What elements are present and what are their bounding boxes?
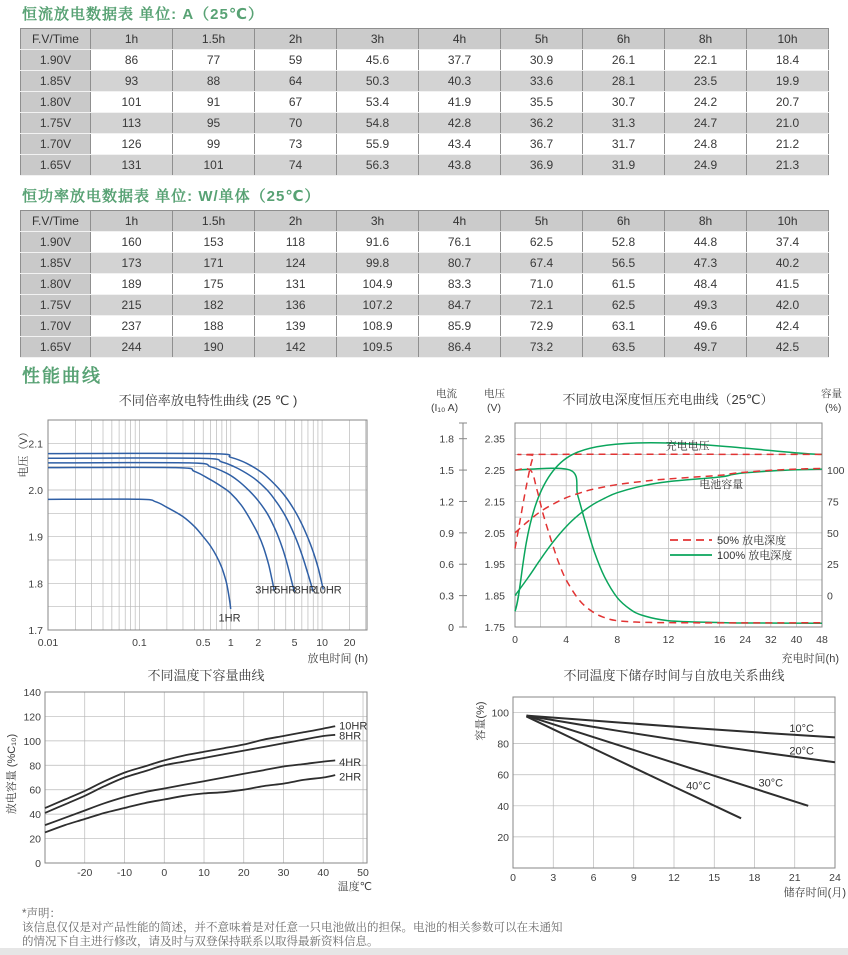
svg-text:-20: -20 xyxy=(77,867,93,879)
table-cell: 24.7 xyxy=(665,113,747,134)
table-cell: 91.6 xyxy=(337,232,419,253)
svg-text:40: 40 xyxy=(317,867,330,879)
table-cell: 108.9 xyxy=(337,316,419,337)
curve-label: 充电电压 xyxy=(665,440,710,453)
curve-label: 8HR xyxy=(339,730,362,743)
svg-text:1.75: 1.75 xyxy=(484,622,505,634)
svg-text:60: 60 xyxy=(29,784,41,797)
table-cell: 104.9 xyxy=(337,274,419,295)
table-cell: 244 xyxy=(91,337,173,358)
table-cell: 72.9 xyxy=(501,316,583,337)
table-cell: 142 xyxy=(255,337,337,358)
table-cell: 44.8 xyxy=(665,232,747,253)
table-cell: 26.1 xyxy=(583,50,665,71)
svg-text:24: 24 xyxy=(829,872,841,884)
svg-text:2.25: 2.25 xyxy=(484,465,505,478)
table-cell: 190 xyxy=(173,337,255,358)
chart-title: 不同倍率放电特性曲线 (25 ℃ ) xyxy=(118,393,298,408)
table-row-header-cell: 1.70V xyxy=(21,316,91,337)
table-row xyxy=(21,316,829,337)
table-cell: 45.6 xyxy=(337,50,419,71)
table-cell: 22.1 xyxy=(665,50,747,71)
svg-text:40: 40 xyxy=(29,809,41,822)
table-header-cell: 8h xyxy=(665,29,747,50)
svg-text:60: 60 xyxy=(497,769,509,782)
table-header-cell: F.V/Time xyxy=(21,211,91,232)
table-header-cell: 10h xyxy=(747,211,829,232)
table-cell: 43.4 xyxy=(419,134,501,155)
curve-label: 30°C xyxy=(758,777,784,790)
svg-text:2.05: 2.05 xyxy=(484,527,505,540)
table-row xyxy=(21,92,829,113)
y-axis-label: 容量(%) xyxy=(475,701,487,741)
table-cell: 91 xyxy=(173,92,255,113)
table-cell: 49.7 xyxy=(665,337,747,358)
table-header-cell: 1h xyxy=(91,211,173,232)
svg-text:0: 0 xyxy=(448,622,454,634)
table-cell: 36.2 xyxy=(501,113,583,134)
table-cell: 42.5 xyxy=(747,337,829,358)
table-cell: 31.7 xyxy=(583,134,665,155)
table-cell: 42.0 xyxy=(747,295,829,316)
table-cell: 67.4 xyxy=(501,253,583,274)
x-axis-label: 温度℃ xyxy=(337,881,372,893)
table-cell: 101 xyxy=(173,155,255,176)
table-cell: 237 xyxy=(91,316,173,337)
chart-title: 不同温度下容量曲线 xyxy=(147,668,265,683)
table-cell: 28.1 xyxy=(583,71,665,92)
table-cell: 73.2 xyxy=(501,337,583,358)
table-header-cell: 4h xyxy=(419,211,501,232)
table-row xyxy=(21,113,829,134)
x-axis-label: 储存时间(月) xyxy=(783,887,846,899)
svg-text:40: 40 xyxy=(497,800,509,813)
svg-text:电流: 电流 xyxy=(436,388,457,400)
table-row-header-cell: 1.65V xyxy=(21,155,91,176)
table-cell: 18.4 xyxy=(747,50,829,71)
table-row xyxy=(21,274,829,295)
svg-text:(I₁₀ A): (I₁₀ A) xyxy=(431,402,459,414)
svg-text:80: 80 xyxy=(497,738,509,751)
curve-label: 3HR xyxy=(255,584,278,597)
svg-text:2.15: 2.15 xyxy=(484,496,505,509)
table-cell: 36.7 xyxy=(501,134,583,155)
legend-label: 100% 放电深度 xyxy=(717,550,793,562)
table-header-cell: 1.5h xyxy=(173,29,255,50)
table-header-cell: 4h xyxy=(419,29,501,50)
svg-text:100: 100 xyxy=(491,707,509,720)
table-header-cell: 5h xyxy=(501,211,583,232)
table-row xyxy=(21,337,829,358)
svg-text:20: 20 xyxy=(343,637,356,649)
table-cell: 47.3 xyxy=(665,253,747,274)
table-cell: 76.1 xyxy=(419,232,501,253)
svg-text:2.35: 2.35 xyxy=(484,433,505,446)
svg-text:20: 20 xyxy=(497,831,509,844)
svg-text:2.1: 2.1 xyxy=(28,438,43,451)
svg-text:9: 9 xyxy=(630,872,637,884)
curve-label: 10°C xyxy=(789,723,814,736)
svg-text:8: 8 xyxy=(614,634,621,646)
table-header-cell: 6h xyxy=(583,211,665,232)
table-row-header-cell: 1.90V xyxy=(21,50,91,71)
table-cell: 62.5 xyxy=(583,295,665,316)
table-row xyxy=(21,50,829,71)
table-cell: 40.2 xyxy=(747,253,829,274)
table-cell: 86.4 xyxy=(419,337,501,358)
svg-text:75: 75 xyxy=(827,496,839,509)
cv-charge-chart xyxy=(430,385,848,677)
table-cell: 80.7 xyxy=(419,253,501,274)
svg-text:0: 0 xyxy=(510,872,516,884)
svg-text:1.5: 1.5 xyxy=(439,465,454,478)
table-cell: 33.6 xyxy=(501,71,583,92)
svg-text:0.9: 0.9 xyxy=(439,527,454,540)
svg-text:15: 15 xyxy=(708,872,721,884)
svg-text:12: 12 xyxy=(668,872,680,884)
curve-label: 40°C xyxy=(686,780,711,793)
chart-title: 不同温度下储存时间与自放电关系曲线 xyxy=(563,668,785,683)
chart-title: 不同放电深度恒压充电曲线（25℃） xyxy=(562,392,774,407)
table-header-cell: F.V/Time xyxy=(21,29,91,50)
table-cell: 24.8 xyxy=(665,134,747,155)
curve-label: 2HR xyxy=(339,771,362,784)
svg-text:1.95: 1.95 xyxy=(484,559,505,572)
table-cell: 71.0 xyxy=(501,274,583,295)
svg-text:1.9: 1.9 xyxy=(28,531,43,544)
footer-line1: 该信息仅仅是对产品性能的简述，并不意味着是对任意一只电池做出的担保。电池的相关参数可以在未通知 xyxy=(22,922,563,934)
svg-text:48: 48 xyxy=(816,634,828,646)
table-cell: 31.3 xyxy=(583,113,665,134)
svg-text:30: 30 xyxy=(277,867,290,879)
table-header-cell: 1.5h xyxy=(173,211,255,232)
table-cell: 42.8 xyxy=(419,113,501,134)
table-row-header-cell: 1.70V xyxy=(21,134,91,155)
constant-power-table xyxy=(20,210,829,358)
table-cell: 21.0 xyxy=(747,113,829,134)
series-8HR xyxy=(45,735,335,813)
series-10HR xyxy=(48,453,323,589)
table-cell: 136 xyxy=(255,295,337,316)
table-cell: 131 xyxy=(91,155,173,176)
svg-text:24: 24 xyxy=(739,634,752,646)
table-cell: 131 xyxy=(255,274,337,295)
table-cell: 88 xyxy=(173,71,255,92)
table-cell: 53.4 xyxy=(337,92,419,113)
table-cell: 21.2 xyxy=(747,134,829,155)
svg-text:容量: 容量 xyxy=(821,388,842,400)
y-axis-label: 电压（V） xyxy=(18,426,30,478)
table-row xyxy=(21,253,829,274)
table-cell: 24.9 xyxy=(665,155,747,176)
svg-text:80: 80 xyxy=(29,760,41,773)
svg-text:2: 2 xyxy=(255,637,262,649)
svg-text:12: 12 xyxy=(662,634,675,646)
x-axis-label: 放电时间 (h) xyxy=(307,653,368,665)
curves-section-title: 性能曲线 xyxy=(22,366,102,386)
svg-text:32: 32 xyxy=(764,634,777,646)
table-cell: 171 xyxy=(173,253,255,274)
table-row-header-cell: 1.90V xyxy=(21,232,91,253)
table-cell: 101 xyxy=(91,92,173,113)
table-cell: 54.8 xyxy=(337,113,419,134)
table-cell: 93 xyxy=(91,71,173,92)
table-cell: 24.2 xyxy=(665,92,747,113)
svg-text:120: 120 xyxy=(23,711,41,724)
table-row-header-cell: 1.80V xyxy=(21,92,91,113)
table-header-cell: 2h xyxy=(255,29,337,50)
table-row xyxy=(21,71,829,92)
svg-text:0: 0 xyxy=(512,634,518,646)
table-cell: 189 xyxy=(91,274,173,295)
table-cell: 55.9 xyxy=(337,134,419,155)
table-header-cell: 6h xyxy=(583,29,665,50)
table-row-header-cell: 1.65V xyxy=(21,337,91,358)
storage-selfdischarge-chart xyxy=(455,664,848,914)
svg-text:0.5: 0.5 xyxy=(195,637,211,649)
table-cell: 62.5 xyxy=(501,232,583,253)
svg-text:140: 140 xyxy=(23,687,41,699)
svg-text:0: 0 xyxy=(827,590,833,603)
table-row-header-cell: 1.75V xyxy=(21,295,91,316)
table-cell: 30.9 xyxy=(501,50,583,71)
table-cell: 84.7 xyxy=(419,295,501,316)
table-row xyxy=(21,155,829,176)
table-header-cell: 5h xyxy=(501,29,583,50)
table-cell: 35.5 xyxy=(501,92,583,113)
table-cell: 188 xyxy=(173,316,255,337)
table-cell: 153 xyxy=(173,232,255,253)
svg-text:1.85: 1.85 xyxy=(484,590,505,603)
table2-title: 恒功率放电数据表 单位: W/单体（25℃） xyxy=(22,188,321,205)
table-cell: 30.7 xyxy=(583,92,665,113)
svg-text:1.2: 1.2 xyxy=(439,496,454,509)
table-cell: 107.2 xyxy=(337,295,419,316)
table-cell: 118 xyxy=(255,232,337,253)
table-row-header-cell: 1.80V xyxy=(21,274,91,295)
svg-text:(%): (%) xyxy=(825,402,842,414)
table-cell: 56.5 xyxy=(583,253,665,274)
table-cell: 139 xyxy=(255,316,337,337)
svg-text:100: 100 xyxy=(23,735,41,748)
table-cell: 113 xyxy=(91,113,173,134)
svg-text:100: 100 xyxy=(827,465,845,478)
table-cell: 73 xyxy=(255,134,337,155)
y-axis-label: 放电容量 (%C₁₀) xyxy=(6,733,18,815)
curve-label: 1HR xyxy=(218,612,241,625)
svg-text:0: 0 xyxy=(35,858,41,870)
table-header-cell: 1h xyxy=(91,29,173,50)
table1-title: 恒流放电数据表 单位: A（25℃） xyxy=(22,6,265,23)
table-cell: 43.8 xyxy=(419,155,501,176)
svg-text:1.8: 1.8 xyxy=(439,433,454,446)
table-cell: 36.9 xyxy=(501,155,583,176)
svg-text:20: 20 xyxy=(29,833,41,846)
table-cell: 42.4 xyxy=(747,316,829,337)
table-cell: 49.3 xyxy=(665,295,747,316)
page-bottom-rule xyxy=(0,948,848,955)
svg-text:20: 20 xyxy=(237,867,250,879)
x-axis-label: 充电时间(h) xyxy=(781,653,839,665)
svg-text:2.0: 2.0 xyxy=(28,485,43,497)
svg-text:3: 3 xyxy=(550,872,557,884)
table-row xyxy=(21,295,829,316)
legend-label: 50% 放电深度 xyxy=(717,535,787,547)
svg-text:0.3: 0.3 xyxy=(439,590,454,603)
table-cell: 109.5 xyxy=(337,337,419,358)
constant-current-table xyxy=(20,28,829,176)
curve-label: 20°C xyxy=(789,745,814,758)
table-cell: 48.4 xyxy=(665,274,747,295)
table-cell: 40.3 xyxy=(419,71,501,92)
svg-text:1.8: 1.8 xyxy=(28,578,43,591)
table-row-header-cell: 1.75V xyxy=(21,113,91,134)
svg-text:18: 18 xyxy=(748,872,761,884)
svg-text:40: 40 xyxy=(790,634,803,646)
svg-text:0.6: 0.6 xyxy=(439,559,454,572)
table-cell: 77 xyxy=(173,50,255,71)
footer-label: *声明： xyxy=(22,908,61,920)
table-cell: 83.3 xyxy=(419,274,501,295)
svg-text:5: 5 xyxy=(291,637,298,649)
table-cell: 99.8 xyxy=(337,253,419,274)
table-header-cell: 2h xyxy=(255,211,337,232)
svg-text:21: 21 xyxy=(788,872,801,884)
table-cell: 49.6 xyxy=(665,316,747,337)
table-cell: 41.5 xyxy=(747,274,829,295)
table-cell: 160 xyxy=(91,232,173,253)
table-cell: 63.1 xyxy=(583,316,665,337)
svg-text:0: 0 xyxy=(161,867,168,879)
table-cell: 61.5 xyxy=(583,274,665,295)
curve-label: 8HR xyxy=(294,584,317,597)
svg-text:10: 10 xyxy=(198,867,210,879)
table-cell: 126 xyxy=(91,134,173,155)
table-cell: 72.1 xyxy=(501,295,583,316)
svg-text:4: 4 xyxy=(563,634,570,646)
series-4HR xyxy=(45,760,335,825)
table-header-cell: 10h xyxy=(747,29,829,50)
table-cell: 52.8 xyxy=(583,232,665,253)
svg-text:50: 50 xyxy=(357,867,369,879)
table-row xyxy=(21,232,829,253)
table-row-header-cell: 1.85V xyxy=(21,253,91,274)
svg-text:25: 25 xyxy=(827,559,839,572)
temp-capacity-chart xyxy=(0,664,420,909)
curve-label: 10HR xyxy=(339,720,368,733)
svg-text:(V): (V) xyxy=(487,402,501,414)
table-cell: 85.9 xyxy=(419,316,501,337)
table-header-cell: 3h xyxy=(337,29,419,50)
svg-text:1.7: 1.7 xyxy=(28,625,43,637)
table-cell: 67 xyxy=(255,92,337,113)
svg-text:50: 50 xyxy=(827,527,839,540)
table-cell: 31.9 xyxy=(583,155,665,176)
table-cell: 21.3 xyxy=(747,155,829,176)
table-header-cell: 3h xyxy=(337,211,419,232)
series-3HR xyxy=(48,467,274,591)
table-cell: 37.4 xyxy=(747,232,829,253)
table-cell: 99 xyxy=(173,134,255,155)
series-30C xyxy=(526,716,808,806)
rate-discharge-chart xyxy=(0,388,420,668)
table-cell: 64 xyxy=(255,71,337,92)
table-cell: 59 xyxy=(255,50,337,71)
curve-label: 5HR xyxy=(274,584,297,597)
table-cell: 41.9 xyxy=(419,92,501,113)
table-cell: 173 xyxy=(91,253,173,274)
svg-text:1: 1 xyxy=(227,637,234,649)
table-cell: 175 xyxy=(173,274,255,295)
footer-line2: 的情况下自主进行修改，请及时与双登保持联系以取得最新资料信息。 xyxy=(22,936,379,948)
table-row xyxy=(21,134,829,155)
table-cell: 50.3 xyxy=(337,71,419,92)
table-cell: 182 xyxy=(173,295,255,316)
table-cell: 86 xyxy=(91,50,173,71)
svg-text:电压: 电压 xyxy=(484,388,505,400)
svg-text:-10: -10 xyxy=(116,867,133,879)
table-cell: 215 xyxy=(91,295,173,316)
svg-text:10: 10 xyxy=(316,637,328,649)
table-cell: 19.9 xyxy=(747,71,829,92)
table-cell: 95 xyxy=(173,113,255,134)
table-cell: 63.5 xyxy=(583,337,665,358)
table-row-header-cell: 1.85V xyxy=(21,71,91,92)
table-cell: 124 xyxy=(255,253,337,274)
table-cell: 20.7 xyxy=(747,92,829,113)
table-cell: 37.7 xyxy=(419,50,501,71)
table-cell: 23.5 xyxy=(665,71,747,92)
svg-text:0.01: 0.01 xyxy=(37,637,59,649)
table-cell: 70 xyxy=(255,113,337,134)
curve-label: 10HR xyxy=(313,584,342,597)
svg-text:6: 6 xyxy=(590,872,597,884)
svg-text:0.1: 0.1 xyxy=(132,637,147,649)
table-cell: 74 xyxy=(255,155,337,176)
table-cell: 56.3 xyxy=(337,155,419,176)
curve-label: 4HR xyxy=(339,757,362,770)
table-header-cell: 8h xyxy=(665,211,747,232)
svg-text:16: 16 xyxy=(713,634,726,646)
curve-label: 电池容量 xyxy=(699,479,744,492)
